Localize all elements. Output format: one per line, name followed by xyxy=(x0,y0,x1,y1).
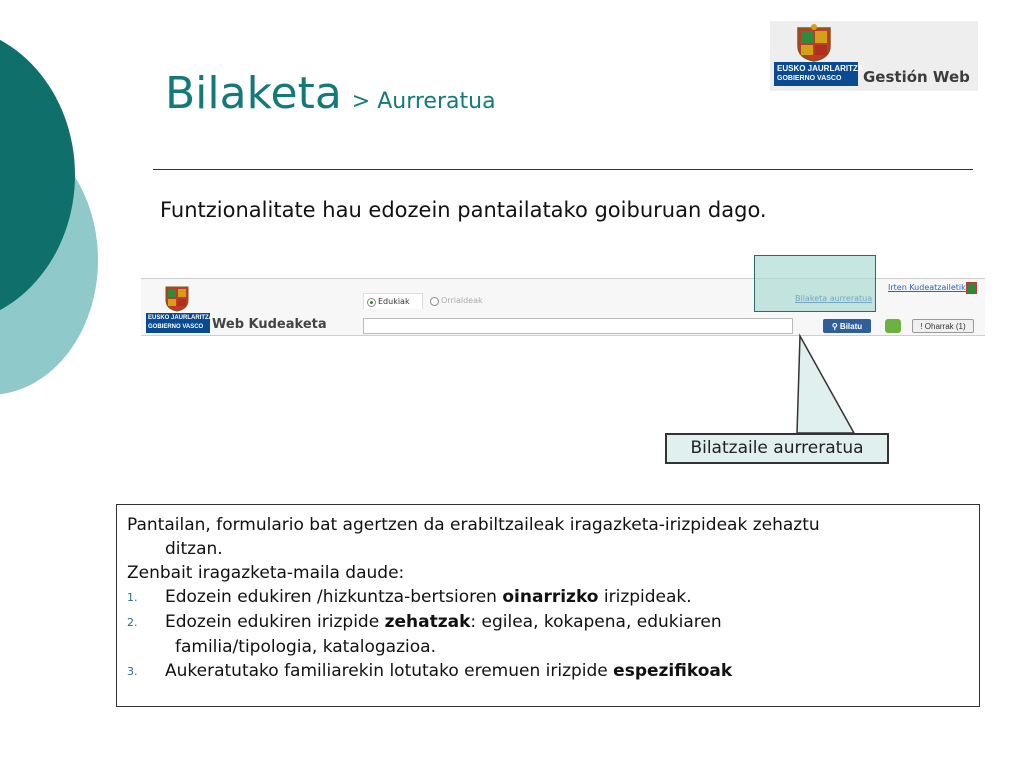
list-item xyxy=(127,585,969,610)
callout-label: Bilatzaile aurreratua xyxy=(665,433,889,464)
info-line1b: ditzan. xyxy=(165,539,223,559)
list-item xyxy=(127,610,969,635)
logo-product-name: Gestión Web xyxy=(863,68,970,86)
list-text-cont: familia/tipologia, katalogazioa. xyxy=(175,637,436,657)
info-line2 xyxy=(127,561,969,585)
info-line1a: Pantailan, formulario bat agertzen da erabiltzaileak iragazketa-irizpideak zehaztu xyxy=(127,515,820,535)
lead-text: Funtzionalitate hau edozein pantailatako goiburuan dago. xyxy=(160,198,767,222)
info-box xyxy=(116,504,980,707)
title-sub: > Aurreratua xyxy=(351,89,496,114)
title-main: Bilaketa xyxy=(165,68,342,119)
app-name: Web Kudeaketa xyxy=(212,317,327,332)
list-text: Aukeratutako familiarekin lotutako eremuen irizpide xyxy=(165,661,614,681)
list-text: Edozein edukiren /hizkuntza-bertsioren xyxy=(165,587,503,607)
exit-link[interactable]: Irten Kudeatzailetik xyxy=(888,283,966,292)
logo-line2: GOBIERNO VASCO xyxy=(777,75,842,82)
info-line1-cont xyxy=(127,537,969,561)
logo-line1: EUSKO JAURLARITZA xyxy=(777,64,864,73)
list-bold: espezifikoak xyxy=(613,661,733,681)
search-icon: ⚲ xyxy=(831,321,840,331)
search-button-label: Bilatu xyxy=(839,321,863,331)
list-bold: oinarrizko xyxy=(502,587,599,607)
app-logo-line2: GOBIERNO VASCO xyxy=(148,324,204,330)
notes-button[interactable]: ! Oharrak (1) xyxy=(912,319,974,333)
list-bold: zehatzak xyxy=(384,612,471,632)
list-item-cont xyxy=(127,635,969,659)
list-number: 3. xyxy=(127,665,138,678)
app-logo-line1: EUSKO JAURLARITZA xyxy=(148,315,214,321)
list-text-post: : egilea, kokapena, edukiaren xyxy=(470,612,722,632)
info-line2-text: Zenbait iragazketa-maila daude: xyxy=(127,563,405,583)
list-number: 1. xyxy=(127,591,138,604)
list-number: 2. xyxy=(127,616,138,629)
info-line1 xyxy=(127,513,969,537)
list-text-post: irizpideak. xyxy=(598,587,692,607)
list-item xyxy=(127,659,969,684)
tab-edukiak-label: Edukiak xyxy=(378,297,410,306)
list-text: Edozein edukiren irizpide xyxy=(165,612,385,632)
tab-orrialdeak-label: Orrialdeak xyxy=(441,296,483,305)
